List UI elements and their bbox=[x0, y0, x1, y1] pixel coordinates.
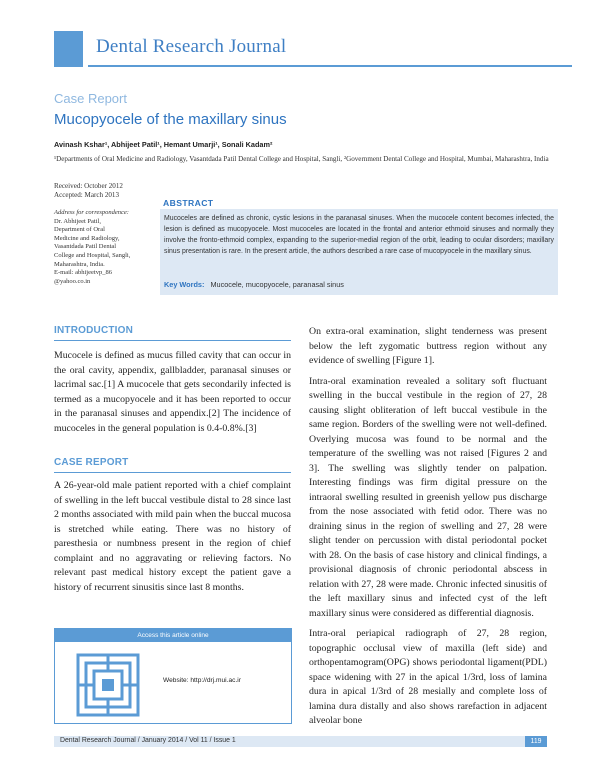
correspondence-block bbox=[54, 209, 154, 295]
body-paragraph: On extra-oral examination, slight tenderness was present below the left zygomatic buttress region without any evidence of swelling [Figure 1]. bbox=[309, 326, 547, 366]
journal-title: Dental Research Journal bbox=[96, 36, 287, 57]
abstract-text: Mucoceles are defined as chronic, cystic lesions in the paranasal sinuses. When the mucocele content becomes infected, the lesion is defined as mucopyocele. Most mucoceles are located in the frontal and anterior ethmoid sinuses and normally they involve the fronto-ethmoid complex, expanding to the superior-medial region of the orbit, leading to ocular disorders; maxillary sinus presentation is rare. In the present article, the authors described a rare case of mucopyocele in the maxillary sinus. bbox=[164, 215, 554, 255]
received-date: Received: October 2012 bbox=[54, 182, 123, 190]
affiliations: ¹Departments of Oral Medicine and Radiology, Vasantdada Patil Dental College and Hospital, Sangli, ²Government Dental College and Hospital, Mumbai, Maharashtra, India bbox=[54, 155, 549, 163]
article-title: Mucopyocele of the maxillary sinus bbox=[54, 111, 287, 128]
journal-header bbox=[54, 31, 572, 67]
accepted-date: Accepted: March 2013 bbox=[54, 191, 120, 199]
body-paragraph: Intra-oral examination revealed a solitary soft fluctuant swelling in the buccal vestibule in the region of 27, 28 causing slight obliteration of left buccal vestibule in the same region. Borders of the swelling were not well-defined. Overlying mucosa was found to be normal and the temperature of the swelling was not raised [Figures 2 and 3]. The swelling was slightly tender on palpation. Interesting findings was firm digital pressure on the intraoral swelling resulted in greenish yellow pus discharge from the nose associated with fetid odor. There was no draining sinus in the region of swelling and 27, 28 were slight tender on percussion with distal periodontal pocket with 28. On the basis of case history and clinical findings, a provisional diagnosis of chronic periodontal abscess in relation with 27, 28 were made. Chronic infected sinusitis of the left maxillary sinus and infected cyst of the left maxillary sinus were considered as differential diagnosis. bbox=[309, 375, 547, 619]
keywords bbox=[164, 280, 344, 289]
correspondence-line: Vasantdada Patil Dental bbox=[54, 243, 117, 251]
website-link[interactable]: Website: http://drj.mui.ac.ir bbox=[163, 677, 241, 684]
correspondence-line: College and Hospital, Sangli, bbox=[54, 251, 131, 259]
correspondence-line: Medicine and Radiology, bbox=[54, 234, 120, 242]
article-type: Case Report bbox=[54, 91, 127, 106]
correspondence-line: Department of Oral bbox=[54, 226, 105, 234]
section-rule bbox=[54, 472, 291, 473]
correspondence-line: Dr. Abhijeet Patil, bbox=[54, 217, 101, 225]
body-paragraph: Intra-oral periapical radiograph of 27, 28 region, topographic occlusal view of maxilla (left side) and orthopentamogram(OPG) shows periodontal ligament(PDL) space widening with 27 in the apical 1/3rd, loss of lamina dura in apical 1/3rd of 28 mesially and complete loss of lamina dura distally and also shows rarefaction in adjacent alveolar bone bbox=[309, 628, 547, 726]
abstract-heading: ABSTRACT bbox=[163, 198, 214, 208]
correspondence-email[interactable]: E-mail: abhijeetvp_86 bbox=[54, 269, 112, 277]
case-report-heading: CASE REPORT bbox=[54, 457, 129, 468]
page-number: 119 bbox=[525, 736, 547, 747]
introduction-heading: INTRODUCTION bbox=[54, 325, 134, 336]
case-report-text: A 26-year-old male patient reported with a chief complaint of swelling in the left buccal vestibule distal to 28 since last 2 months associated with mild pain when the buccal mucosa is stretched while eating. There was no history of paresthesia or numbness present in the region of chief complaint and no aggravating or relieving factors. No relevant past medical history except the patient gave a history of recurrent sinusitis since last 8 months. bbox=[54, 480, 291, 593]
section-rule bbox=[54, 340, 291, 341]
right-column bbox=[309, 325, 547, 729]
footer-citation: Dental Research Journal / January 2014 / Vol 11 / Issue 1 bbox=[60, 737, 236, 744]
qr-code-icon bbox=[74, 651, 142, 719]
keywords-text: Mucocele, mucopyocele, paranasal sinus bbox=[210, 280, 344, 289]
access-online-box bbox=[54, 628, 292, 724]
page-footer bbox=[54, 736, 547, 747]
introduction-text: Mucocele is defined as mucus filled cavity that can occur in the oral cavity, appendix, gallbladder, paranasal sinuses or lacrimal sac.[1] A mucocele that gets secondarily infected is termed as a mucopyocele and it has been reported to occur in the paranasal sinuses and appendix.[2] The incidence of mucoceles in the general population is 0.4-0.8%.[3] bbox=[54, 350, 291, 434]
access-heading: Access this article online bbox=[55, 629, 291, 642]
keywords-label: Key Words: bbox=[164, 280, 205, 289]
journal-color-block bbox=[54, 31, 83, 67]
correspondence-label: Address for correspondence: bbox=[54, 209, 129, 216]
header-rule bbox=[88, 65, 572, 67]
correspondence-email-domain[interactable]: @yahoo.co.in bbox=[54, 277, 91, 285]
author-list: Avinash Kshar¹, Abhijeet Patil¹, Hemant Umarji¹, Sonali Kadam² bbox=[54, 140, 273, 149]
correspondence-line: Maharashtra, India. bbox=[54, 260, 105, 268]
article-dates bbox=[54, 182, 123, 200]
